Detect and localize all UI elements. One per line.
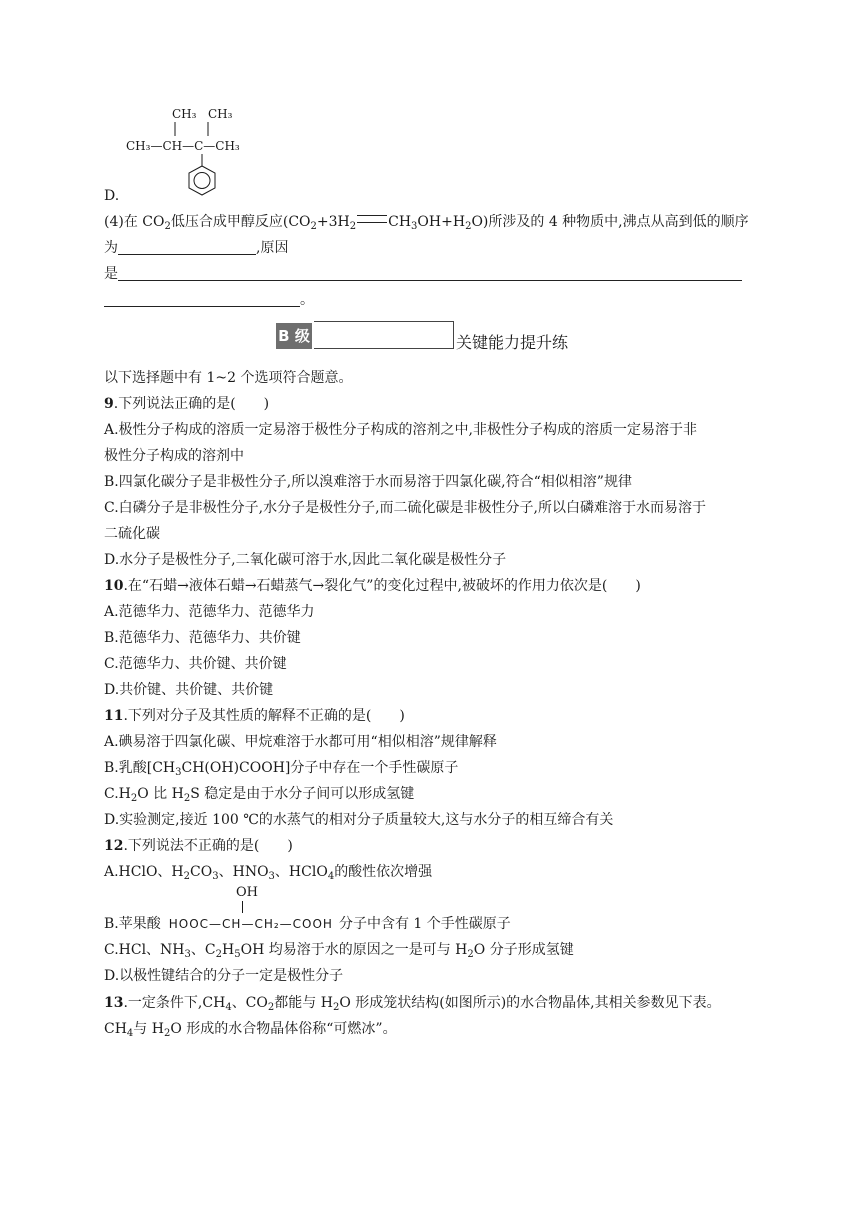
q9-option-a-cont: 极性分子构成的溶剂中 bbox=[104, 448, 244, 464]
q12-option-b: B.苹果酸 HOOC—CH—CH₂—COOH 分子中含有 1 个手性碳原子 bbox=[104, 916, 511, 932]
q12-option-c: C.HCl、$NH_3$、$C_2H_5OH$ 均易溶于水的原因之一是可与 $H_2O$ 分子形成氢键 bbox=[104, 942, 574, 960]
q4-line4: 。 bbox=[104, 291, 314, 309]
q12-option-a: A.HClO、$H_2CO_3$、$HNO_3$、HClO$_4$的酸性依次增强 bbox=[104, 864, 433, 882]
instructions: 以下选择题中有 1~2 个选项符合题意。 bbox=[104, 370, 353, 386]
section-title: 关键能力提升练 bbox=[456, 333, 569, 352]
methyl-label-2: CH₃ bbox=[208, 107, 233, 121]
q11-option-c: $C.H_2O$ 比 $H_2S$ 稳定是由于水分子间可以形成氢键 bbox=[104, 786, 415, 804]
q13-line2: $CH_4$与 $H_2O$ 形成的水合物晶体俗称“可燃冰”。 bbox=[104, 1021, 397, 1039]
q10-stem: 10.在“石蜡→液体石蜡→石蜡蒸气→裂化气”的变化过程中,被破坏的作用力依次是( ) bbox=[104, 578, 641, 594]
q4-line3: 是 bbox=[104, 265, 742, 283]
q9-stem: 9.下列说法正确的是( ) bbox=[104, 396, 270, 412]
q9-option-b: B.四氯化碳分子是非极性分子,所以溴难溶于水而易溶于四氯化碳,符合“相似相溶”规律 bbox=[104, 474, 632, 490]
option-d-label: D. bbox=[104, 188, 120, 204]
q11-option-b: B.乳酸$[CH_3CH(OH)COOH]$分子中存在一个手性碳原子 bbox=[104, 760, 459, 778]
q9-option-c-cont: 二硫化碳 bbox=[104, 526, 160, 542]
malic-bond bbox=[242, 901, 243, 913]
q11-option-d: D.实验测定,接近 100 ℃的水蒸气的相对分子质量较大,这与水分子的相互缔合有关 bbox=[104, 812, 614, 828]
methyl-label-1: CH₃ bbox=[172, 107, 197, 121]
answer-blank-reason[interactable] bbox=[118, 266, 742, 281]
equals-sign bbox=[357, 215, 387, 223]
q13-stem: 13.一定条件下$,CH_4$、$CO_2$都能与 $H_2O$ 形成笼状结构(如图所示)的水合物晶体,其相关参数见下表。 bbox=[104, 995, 721, 1013]
q11-option-a: A.碘易溶于四氯化碳、甲烷难溶于水都可用“相似相溶”规律解释 bbox=[104, 734, 497, 750]
q9-option-d: D.水分子是极性分子,二氧化碳可溶于水,因此二氧化碳是极性分子 bbox=[104, 552, 507, 568]
q10-option-a: A.范德华力、范德华力、范德华力 bbox=[104, 604, 315, 620]
q9-option-a: A.极性分子构成的溶质一定易溶于极性分子构成的溶剂之中,非极性分子构成的溶质一定易溶于非 bbox=[104, 422, 698, 438]
q9-option-c: C.白磷分子是非极性分子,水分子是极性分子,而二硫化碳是非极性分子,所以白磷难溶于水而易溶于 bbox=[104, 500, 707, 516]
section-badge-frame bbox=[314, 321, 454, 349]
q11-stem: 11.下列对分子及其性质的解释不正确的是( ) bbox=[104, 708, 405, 724]
q10-option-d: D.共价键、共价键、共价键 bbox=[104, 682, 274, 698]
malic-acid-formula: HOOC—CH—CH₂—COOH bbox=[168, 917, 333, 931]
answer-blank-order[interactable] bbox=[118, 240, 256, 255]
q4-line2: 为 ,原因 bbox=[104, 240, 289, 256]
answer-blank-reason-cont[interactable] bbox=[104, 292, 300, 307]
section-badge: B 级 bbox=[276, 323, 312, 349]
structure-diagram-d bbox=[120, 104, 280, 200]
q12-stem: 12.下列说法不正确的是( ) bbox=[104, 838, 293, 854]
main-chain: CH₃—CH—C—CH₃ bbox=[126, 139, 240, 153]
malic-oh-label: OH bbox=[236, 885, 258, 900]
q10-option-c: C.范德华力、共价键、共价键 bbox=[104, 656, 287, 672]
q4-stem: (4)在 $CO_2$低压合成甲醇反应($CO_2+3H_2$ $CH_3OH+H_2O$)所涉及的 4 种物质中,沸点从高到低的顺序 bbox=[104, 214, 749, 232]
q10-option-b: B.范德华力、范德华力、共价键 bbox=[104, 630, 301, 646]
q12-option-d: D.以极性键结合的分子一定是极性分子 bbox=[104, 968, 344, 984]
